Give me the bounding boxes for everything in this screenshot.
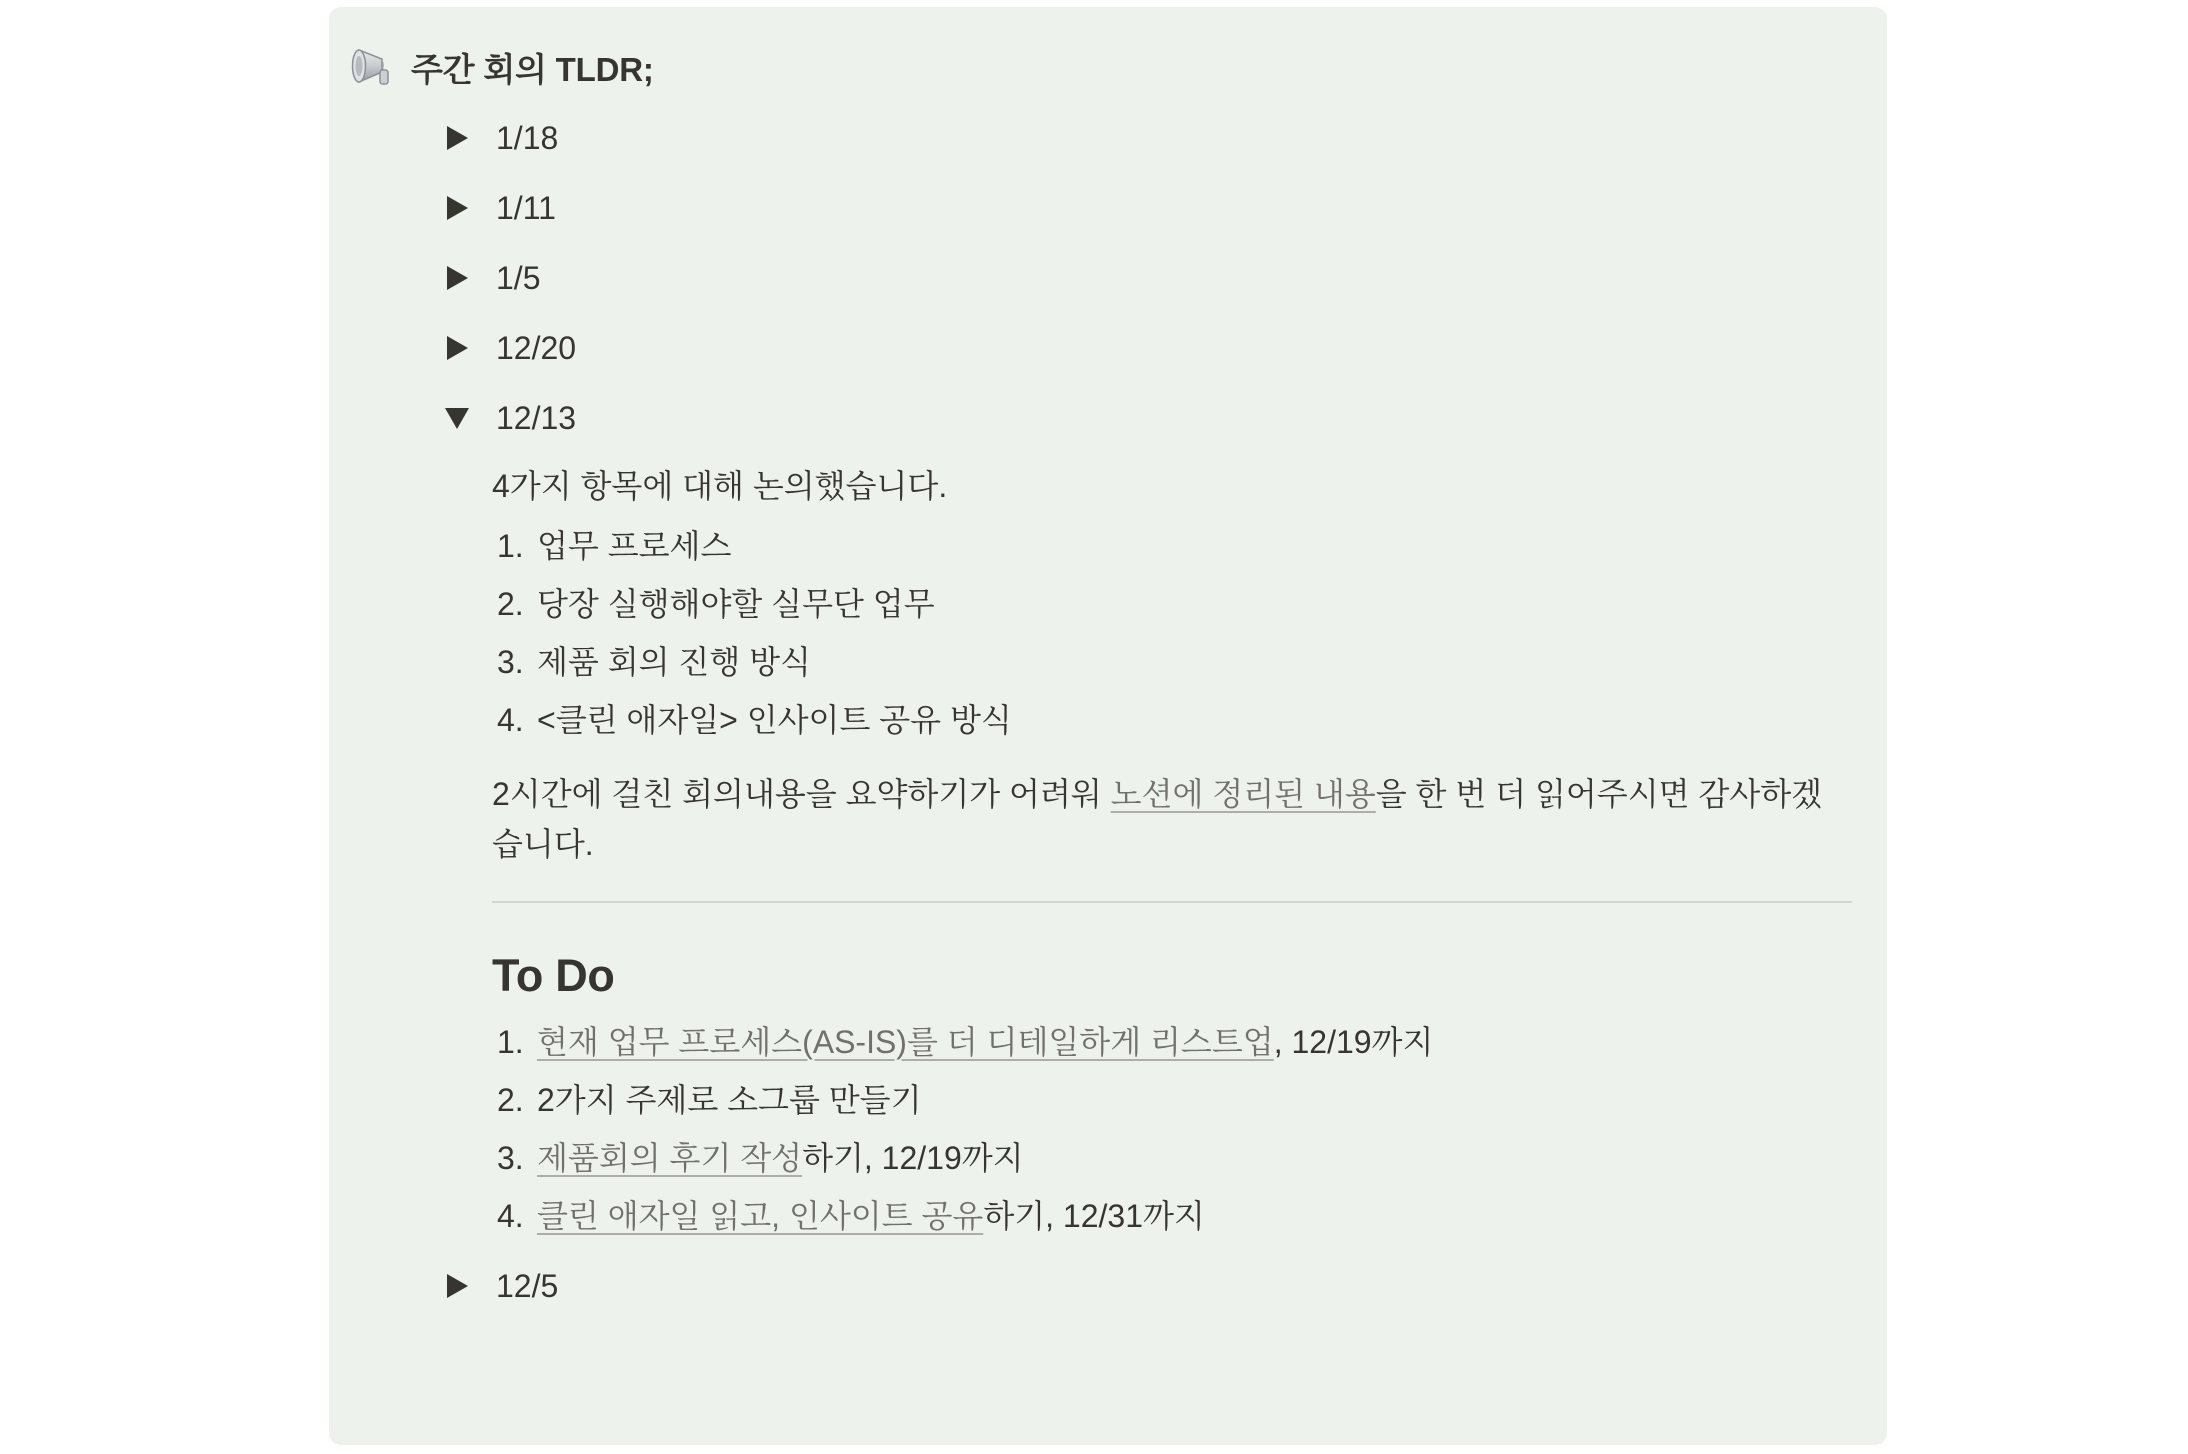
list-item-text: 당장 실행해야할 실무단 업무 [537,586,935,622]
todo-heading: To Do [492,950,615,1001]
list-item [492,697,1852,743]
list-item-text: <클린 애자일> 인사이트 공유 방식 [537,702,1012,738]
list-item [492,523,1852,569]
list-marker: 2. [497,586,524,622]
list-marker: 2. [497,1082,524,1118]
toggle-label: 1/11 [496,190,556,226]
list-marker: 3. [497,1140,524,1176]
divider [492,901,1852,903]
toggle-collapsed-icon[interactable] [445,1274,469,1298]
todo-link-review[interactable]: 제품회의 후기 작성 [537,1140,803,1176]
list-marker: 4. [497,1198,524,1234]
list-marker: 3. [497,644,524,680]
toggle-1-5[interactable] [445,255,1887,301]
list-marker: 1. [497,528,524,564]
callout-title: 주간 회의 TLDR; [411,50,654,88]
list-item-text: 업무 프로세스 [537,528,732,564]
todo-item [492,1135,1852,1181]
callout-weekly-meeting [329,7,1887,1445]
megaphone-icon [350,44,396,90]
todo-list [492,1019,1852,1239]
toggle-collapsed-icon[interactable] [445,126,469,150]
intro-text: 4가지 항목에 대해 논의했습니다. [492,468,948,504]
toggle-label: 12/20 [496,330,577,366]
toggle-label: 1/18 [496,120,559,156]
list-item [492,639,1852,685]
toggle-expanded-icon[interactable] [445,408,469,429]
callout-header [350,43,1887,91]
todo-item-text [537,1193,1852,1239]
summary-before-link: 2시간에 걸친 회의내용을 요약하기가 어려워 [492,776,1111,812]
toggle-12-5[interactable] [445,1263,1887,1309]
todo-after-text: 하기, 12/19까지 [802,1140,1024,1176]
todo-item [492,1077,1852,1123]
toggle-collapsed-icon[interactable] [445,196,469,220]
toggle-1-18[interactable] [445,115,1887,161]
list-item-text: 제품 회의 진행 방식 [537,644,811,680]
toggle-12-13-content [492,461,1852,1239]
todo-item-text: 2가지 주제로 소그룹 만들기 [537,1082,922,1118]
todo-link-clean-agile[interactable]: 클린 애자일 읽고, 인사이트 공유 [537,1198,984,1234]
todo-after-text: , 12/19까지 [1273,1024,1434,1060]
todo-after-text: 하기, 12/31까지 [983,1198,1205,1234]
toggle-collapsed-icon[interactable] [445,336,469,360]
toggle-1-11[interactable] [445,185,1887,231]
todo-link-as-is[interactable]: 현재 업무 프로세스(AS-IS)를 더 디테일하게 리스트업 [537,1024,1274,1060]
todo-item-text [537,1019,1852,1065]
todo-item [492,1193,1852,1239]
notion-content-link[interactable]: 노션에 정리된 내용 [1110,776,1376,812]
list-marker: 1. [497,1024,524,1060]
list-marker: 4. [497,702,524,738]
toggle-12-20[interactable] [445,325,1887,371]
summary-text [492,769,1852,869]
discussion-list [492,523,1852,743]
toggle-label: 1/5 [496,260,541,296]
toggle-label: 12/5 [496,1268,559,1304]
todo-item [492,1019,1852,1065]
toggle-collapsed-icon[interactable] [445,266,469,290]
todo-item-text [537,1135,1852,1181]
list-item [492,581,1852,627]
toggle-label: 12/13 [496,400,577,436]
summary-after-link: 을 한 번 더 읽어주시면 감사하겠습니다. [492,776,1823,862]
toggle-12-13[interactable] [445,395,1887,441]
